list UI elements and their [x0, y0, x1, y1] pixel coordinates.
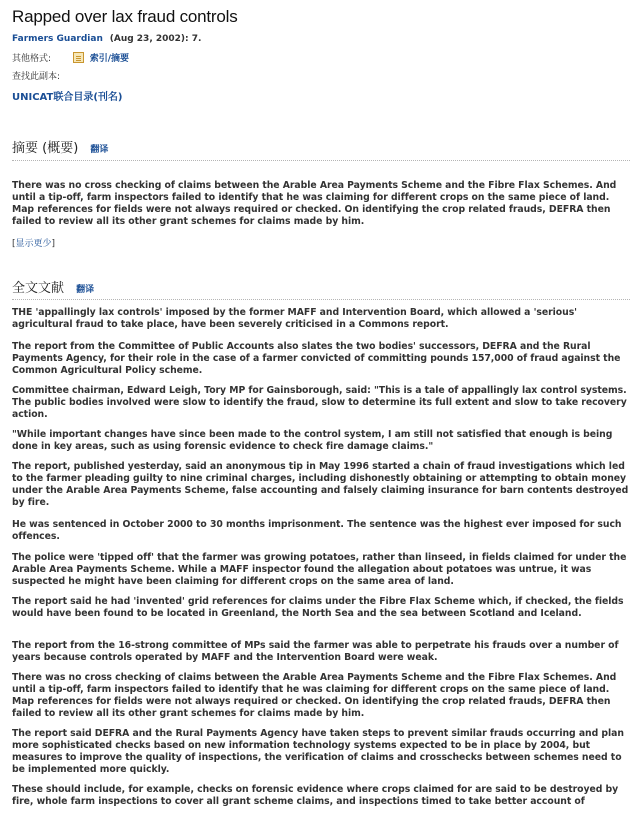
citation-line — [12, 34, 201, 44]
fulltext-paragraph: The report, published yesterday, said an anonymous tip in May 1996 started a chain of fraud investigations which led to the farmer pleading guilty to nine criminal charges, including dishonestly obtaining or attempting to obtain money under the Arable Area Payments Scheme, false accounting and falsely claiming insurance for barn contents destroyed by fire. — [12, 461, 629, 508]
fulltext-paragraph: These should include, for example, checks on forensic evidence where crops claimed for are said to be destroyed by fire, whole farm inspections to cover all grant scheme claims, and inspections timed to take better account of — [12, 784, 619, 807]
find-copy-label: 查找此副本: — [12, 72, 61, 82]
bracket-open: [ — [12, 239, 16, 249]
index-abstract-link[interactable]: 索引/摘要 — [89, 54, 130, 64]
abstract-heading-row — [12, 137, 108, 156]
fulltext-translate-link[interactable]: 翻译 — [76, 285, 95, 295]
document-icon[interactable] — [73, 52, 84, 63]
fulltext-paragraph: "While important changes have since been made to the control system, I am still not satisfied that enough is being done in key areas, such as using forensic evidence to check fire damage claims." — [12, 429, 613, 452]
abstract-text: There was no cross checking of claims between the Arable Area Payments Scheme and the Fibre Flax Schemes. And until a tip-off, farm inspectors failed to identify that he was claiming for different crops on the same piece of land. Map references for fields were not always required or checked. On identifying the crop related frauds, DEFRA then failed to review all its other grant schemes for claims made by him. — [12, 180, 617, 227]
fulltext-paragraph: The report said he had 'invented' grid references for claims under the Fibre Flax Scheme which, if checked, the fields would have been found to be located in Greenland, the North Sea and the sea between Scotland and Iceland. — [12, 596, 624, 619]
fulltext-paragraph: Committee chairman, Edward Leigh, Tory MP for Gainsborough, said: "This is a tale of appallingly lax control systems. The public bodies involved were slow to identify the fraud, slow to determine its full extent and slow to take recovery action. — [12, 385, 627, 420]
fulltext-paragraph: THE 'appallingly lax controls' imposed by the former MAFF and Intervention Board, which allowed a 'serious' agricultural fraud to take place, have been severely criticised in a Commons report. — [12, 307, 577, 330]
divider — [12, 160, 630, 161]
fulltext-paragraph: The report from the Committee of Public Accounts also slates the two bodies' successors, DEFRA and the Rural Payments Agency, for their role in the case of a farmer convicted of committing pounds 157,000 of fraud against the Common Agricultural Policy scheme. — [12, 341, 621, 376]
other-formats-label: 其他格式: — [12, 54, 52, 64]
fulltext-paragraph: The report from the 16-strong committee of MPs said the farmer was able to perpetrate his frauds over a number of years because controls operated by MAFF and the Intervention Board were weak. — [12, 640, 619, 663]
publication-date: (Aug 23, 2002): 7. — [109, 34, 202, 44]
divider — [12, 299, 630, 300]
fulltext-paragraph: He was sentenced in October 2000 to 30 months imprisonment. The sentence was the highest ever imposed for such offences. — [12, 519, 622, 542]
bracket-close: ] — [51, 239, 56, 249]
fulltext-heading: 全文文献 — [12, 281, 65, 296]
fulltext-heading-row — [12, 277, 94, 296]
abstract-translate-link[interactable]: 翻译 — [90, 145, 109, 155]
other-formats-row — [12, 51, 129, 64]
fulltext-paragraph: There was no cross checking of claims between the Arable Area Payments Scheme and the Fibre Flax Schemes. And until a tip-off, farm inspectors failed to identify that he was claiming for different crops on the same piece of land. Map references for fields were not always required or checked. On identifying the crop related frauds, DEFRA then failed to review all its other grant schemes for claims made by him. — [12, 672, 617, 719]
show-less-link[interactable]: 显示更少 — [15, 239, 52, 249]
abstract-heading: 摘要 (概要) — [12, 141, 79, 156]
fulltext-paragraph: The police were 'tipped off' that the farmer was growing potatoes, rather than linseed, in fields claimed for under the Arable Area Payments Scheme. While a MAFF inspector found the allegation about potatoes was untrue, it was suspected he might have been claiming for different crops on the same area of land. — [12, 552, 627, 587]
fulltext-paragraph: The report said DEFRA and the Rural Payments Agency have taken steps to prevent similar frauds occurring and plan more sophisticated checks based on new information technology systems expected to be in place by 2004, but measures to improve the quality of inspections, the verification of claims and crosschecks between schemes need to be implemented more quickly. — [12, 728, 624, 775]
unicat-link[interactable]: UNICAT联合目录(刊名) — [12, 92, 123, 103]
show-less-row — [12, 236, 55, 249]
article-title: Rapped over lax fraud controls — [12, 7, 238, 26]
source-link[interactable]: Farmers Guardian — [12, 34, 103, 44]
